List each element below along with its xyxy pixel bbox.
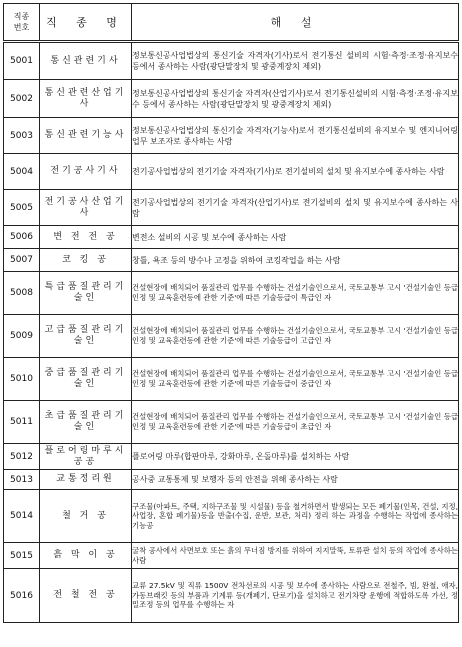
row-description: 정보통신공사업법상의 통신기술 자격자(기사)로서 전기통신 설비의 시험·측정·조정·유지보수 등에서 종사하는 사람(광단말장치 및 광중계장치 제외) xyxy=(132,42,459,80)
row-description: 교류 27.5kV 및 직류 1500V 전차선로의 시공 및 보수에 종사하는 사람으로 전철주, 빔, 완철, 애자, 가동브래킷 등의 부품과 기계류 등(개폐기, 단로기)을 설치하고 전기차량 운행에 적합하도록 가선, 정밀조정 등의 업무를 수행하는 자 xyxy=(132,569,459,623)
row-code: 5001 xyxy=(4,42,40,80)
row-name: 변 전 전 공 xyxy=(40,226,132,249)
row-description: 창틀, 욕조 등의 방수나 고정을 위하여 코킹작업을 하는 사람 xyxy=(132,249,459,272)
row-name: 통신관련기사 xyxy=(40,42,132,80)
row-code: 5003 xyxy=(4,118,40,154)
row-code: 5005 xyxy=(4,190,40,226)
table-row xyxy=(4,543,459,569)
row-name: 전 철 전 공 xyxy=(40,569,132,623)
row-code: 5013 xyxy=(4,470,40,490)
table-row xyxy=(4,226,459,249)
table-row xyxy=(4,401,459,444)
row-code: 5015 xyxy=(4,543,40,569)
row-description: 건설현장에 배치되어 품질관리 업무를 수행하는 건설기술인으로서, 국토교통부 고시 '건설기술인 등급인정 및 교육훈련등에 관한 기준'에 따른 기술등급이 중급인 자 xyxy=(132,358,459,401)
header-code: 직종 번호 xyxy=(4,4,40,42)
row-name: 고급품질관리기술인 xyxy=(40,315,132,358)
row-code: 5006 xyxy=(4,226,40,249)
row-description: 굴착 공사에서 사면보호 또는 흙의 무너짐 방지를 위하여 지지말뚝, 토류판 설치 등의 작업에 종사하는 사람 xyxy=(132,543,459,569)
occupation-table xyxy=(3,3,459,623)
row-code: 5002 xyxy=(4,80,40,118)
row-description: 플로어링 마루(합판마루, 강화마루, 온돌마루)를 설치하는 사람 xyxy=(132,444,459,470)
row-description: 건설현장에 배치되어 품질관리 업무를 수행하는 건설기술인으로서, 국토교통부 고시 '건설기술인 등급인정 및 교육훈련등에 관한 기준'에 따른 기술등급이 특급인 자 xyxy=(132,272,459,315)
row-code: 5004 xyxy=(4,154,40,190)
row-description: 건설현장에 배치되어 품질관리 업무를 수행하는 건설기술인으로서, 국토교통부 고시 '건설기술인 등급인정 및 교육훈련등에 관한 기준'에 따른 기술등급이 초급인 자 xyxy=(132,401,459,444)
table-row xyxy=(4,358,459,401)
row-name: 초급품질관리기술인 xyxy=(40,401,132,444)
row-name: 철 거 공 xyxy=(40,490,132,543)
row-code: 5011 xyxy=(4,401,40,444)
row-code: 5016 xyxy=(4,569,40,623)
table-row xyxy=(4,80,459,118)
row-name: 전기공사기사 xyxy=(40,154,132,190)
row-code: 5007 xyxy=(4,249,40,272)
table-header-row xyxy=(4,4,459,42)
table-row xyxy=(4,190,459,226)
row-name: 특급품질관리기술인 xyxy=(40,272,132,315)
row-description: 정보통신공사업법상의 통신기술 자격자(기능사)로서 전기통신설비의 유지보수 및 엔지니어링 업무 보조자로 종사하는 사람 xyxy=(132,118,459,154)
header-description: 해 설 xyxy=(132,4,459,42)
row-name: 코 킹 공 xyxy=(40,249,132,272)
row-name: 전기공사산업기사 xyxy=(40,190,132,226)
row-description: 공사중 교통통제 및 보행자 등의 안전을 위해 종사하는 사람 xyxy=(132,470,459,490)
row-description: 변전소 설비의 시공 및 보수에 종사하는 사람 xyxy=(132,226,459,249)
table-row xyxy=(4,490,459,543)
row-code: 5012 xyxy=(4,444,40,470)
table-row xyxy=(4,444,459,470)
row-name: 플로어링마루시공공 xyxy=(40,444,132,470)
table-row xyxy=(4,315,459,358)
table-row xyxy=(4,42,459,80)
table-row xyxy=(4,470,459,490)
row-description: 구조물(아파트, 주택, 지하구조물 및 시설물) 등을 철거하면서 발생되는 모든 폐기물(인목, 건설, 지정, 사업장, 혼합 폐기물)등을 반출(수집, 운반, 보관, 처리) 정리 하는 과정을 수행하는 작업에 종사하는 기능공 xyxy=(132,490,459,543)
table-row xyxy=(4,569,459,623)
row-description: 전기공사업법상의 전기기술 자격자(기사)로 전기설비의 설치 및 유지보수에 종사하는 사람 xyxy=(132,154,459,190)
row-description: 전기공사업법상의 전기기술 자격자(산업기사)로 전기설비의 설치 및 유지보수에 종사하는 사람 xyxy=(132,190,459,226)
row-name: 통신관련기능사 xyxy=(40,118,132,154)
row-name: 중급품질관리기술인 xyxy=(40,358,132,401)
row-code: 5008 xyxy=(4,272,40,315)
row-name: 통신관련산업기사 xyxy=(40,80,132,118)
table-row xyxy=(4,272,459,315)
table-row xyxy=(4,118,459,154)
row-code: 5014 xyxy=(4,490,40,543)
row-name: 흙 막 이 공 xyxy=(40,543,132,569)
row-code: 5010 xyxy=(4,358,40,401)
row-code: 5009 xyxy=(4,315,40,358)
row-description: 건설현장에 배치되어 품질관리 업무를 수행하는 건설기술인으로서, 국토교통부 고시 '건설기술인 등급인정 및 교육훈련등에 관한 기준'에 따른 기술등급이 고급인 자 xyxy=(132,315,459,358)
row-description: 정보통신공사업법상의 통신기술 자격자(산업기사)로서 전기통신설비의 시험·측정·조정·유지보수 등에서 종사하는 사람(광단말장치 및 광중계장치 제외) xyxy=(132,80,459,118)
row-name: 교통정리원 xyxy=(40,470,132,490)
table-row xyxy=(4,154,459,190)
header-name: 직 종 명 xyxy=(40,4,132,42)
table-row xyxy=(4,249,459,272)
